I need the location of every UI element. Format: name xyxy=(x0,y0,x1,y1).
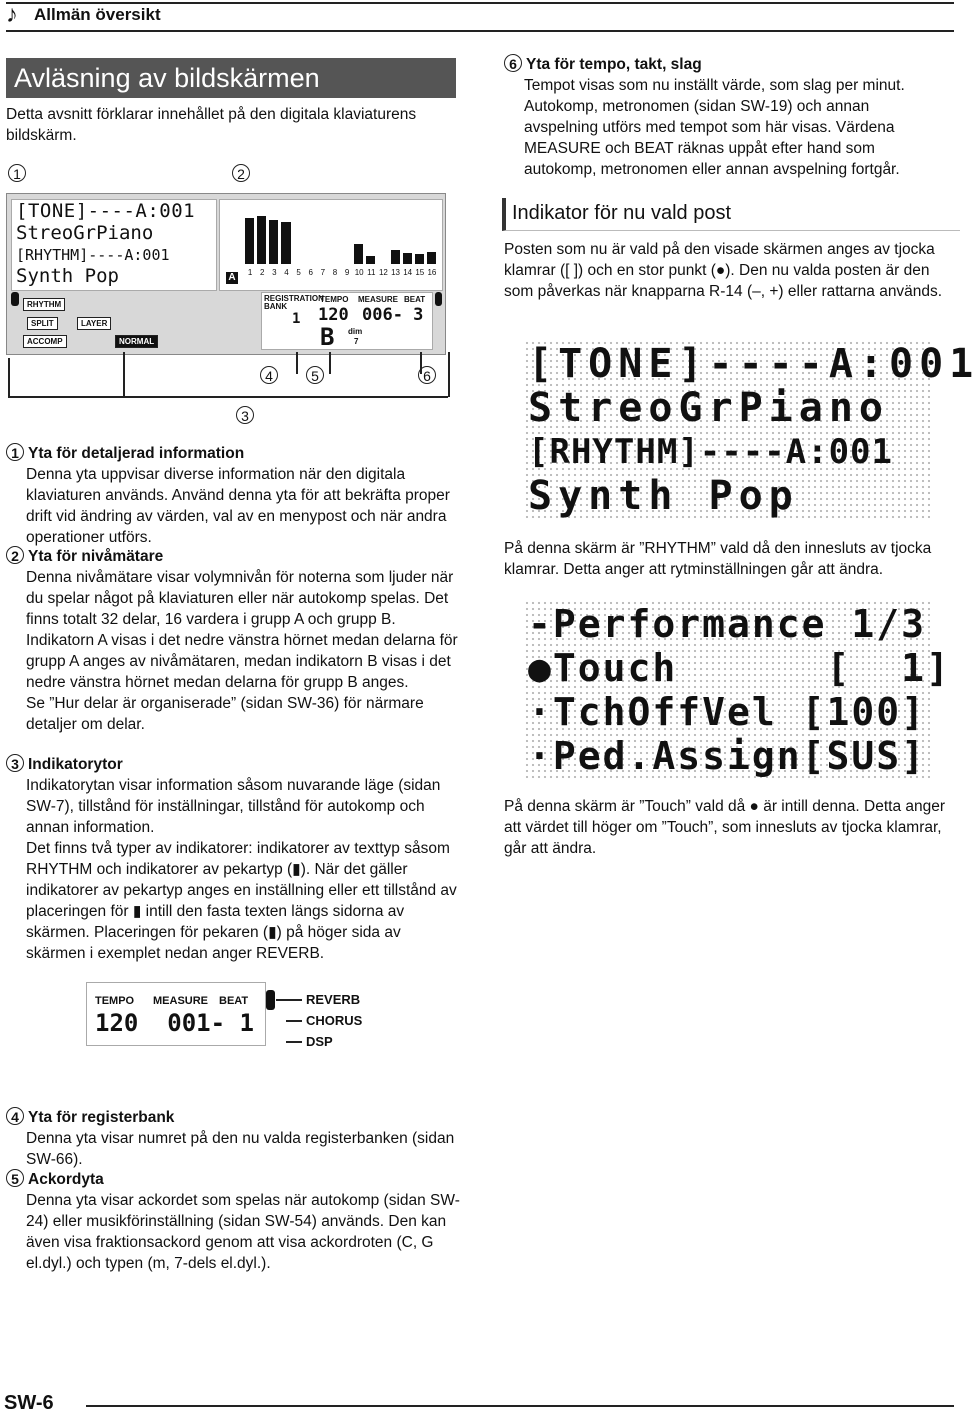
registration-label: REGISTRATION BANK xyxy=(264,294,324,311)
dot-matrix-screen-2 xyxy=(524,600,951,780)
item-3-heading: Indikatorytor xyxy=(28,756,123,773)
meter-number: 3 xyxy=(272,268,277,277)
section-2-title: Indikator för nu vald post xyxy=(512,202,732,224)
section-title-box xyxy=(6,58,456,98)
header-title: Allmän översikt xyxy=(34,5,161,24)
meter-number: 13 xyxy=(391,268,401,277)
item-2-text2: Se ”Hur delar är organiserade” (sidan SW-36) för närmare detaljer om delar. xyxy=(26,695,424,733)
indicator-normal: NORMAL xyxy=(115,335,158,348)
item-2 xyxy=(6,546,458,735)
meter-number: 15 xyxy=(415,268,425,277)
meter-number: 1 xyxy=(247,268,253,277)
meter-bar xyxy=(427,252,436,264)
item-1-heading: Yta för detaljerad information xyxy=(28,445,245,462)
section-2-title-box xyxy=(502,198,960,231)
lcd-line-1: [TONE]----A:001 xyxy=(16,200,196,222)
indicator-split: SPLIT xyxy=(27,317,58,330)
tempo-value: 120 xyxy=(318,305,349,325)
connector-line xyxy=(448,352,450,397)
item-3-text2: Det finns två typer av indikatorer: indikatorer av texttyp såsom RHYTHM och indikatorer av pekartyp (▮). När det gäller indikatorer av pekartyp anges en inställning eller ett tillstånd av placeringen för ▮ intill den fasta texten längs sidorna av skärmen. Placeringen för pekaren (▮) på höger sida av skärmen i exemplet nedan anger REVERB. xyxy=(26,840,457,962)
pointer-indicator-left xyxy=(11,292,19,306)
example-measure-label: MEASURE xyxy=(153,995,209,1007)
marker-6: 6 xyxy=(418,366,436,384)
screen-1-line-3: [RHYTHM]----A:001 xyxy=(528,432,893,472)
connector-line xyxy=(8,396,448,398)
level-meter-area xyxy=(219,199,443,291)
connector-line xyxy=(296,352,298,374)
meter-number: 2 xyxy=(259,268,265,277)
lcd-line-2: StreoGrPiano xyxy=(16,222,154,244)
example-beat-label: BEAT xyxy=(219,995,249,1007)
item-4-number: 4 xyxy=(6,1107,24,1125)
detail-info-area xyxy=(11,199,217,291)
meter-bar xyxy=(415,254,424,264)
screen-2-line-4: ·Ped.Assign[SUS] xyxy=(528,734,927,778)
meter-number: 4 xyxy=(284,268,289,277)
item-5-heading: Ackordyta xyxy=(28,1171,104,1188)
item-1 xyxy=(6,443,458,548)
item-1-text: Denna yta uppvisar diverse information när den digitala klaviaturen används. Använd denna yta för att bekräfta proper drift vid ändring av värden, val av en menypost och när andra operationer utförs. xyxy=(26,466,450,546)
screen-2-caption: På denna skärm är ”Touch” vald då ● är intill denna. Detta anger att värdet till höger om ”Touch”, som innesluts av tjocka klamrar, går att ändra. xyxy=(504,798,946,857)
meter-number: 12 xyxy=(378,268,388,277)
screen-2-line-1: -Performance 1/3 xyxy=(528,602,927,646)
page-title: Avläsning av bildskärmen xyxy=(14,63,320,93)
screen-2-line-3: ·TchOffVel [100] xyxy=(528,690,927,734)
lcd-line-4: Synth Pop xyxy=(16,265,119,287)
measure-beat-value: 006- 3 xyxy=(362,305,424,325)
example-tempo-label: TEMPO xyxy=(95,995,135,1007)
meter-bar xyxy=(354,244,363,264)
item-6 xyxy=(504,54,944,180)
indicator-a: A xyxy=(226,272,238,284)
screen-1-line-1: [TONE]----A:001 xyxy=(528,341,979,387)
example-reverb: REVERB xyxy=(306,992,361,1007)
meter-number: 14 xyxy=(403,268,413,277)
meter-number: 7 xyxy=(320,268,326,277)
item-5 xyxy=(6,1169,476,1274)
item-3-number: 3 xyxy=(6,754,24,772)
meter-number: 10 xyxy=(354,268,364,277)
example-dsp: DSP xyxy=(306,1034,333,1049)
screen-2-line-2: ●Touch [ 1] xyxy=(528,646,951,690)
pointer-indicator-right xyxy=(435,292,442,306)
marker-4: 4 xyxy=(260,366,278,384)
page-number: SW-6 xyxy=(4,1392,54,1414)
meter-bar xyxy=(403,253,412,264)
item-3 xyxy=(6,754,458,964)
item-4-text: Denna yta visar numret på den nu valda registerbanken (sidan SW-66). xyxy=(26,1130,455,1168)
chord-root: B xyxy=(320,323,335,351)
screen-1-line-2: StreoGrPiano xyxy=(528,385,889,431)
dot-matrix-screen-1 xyxy=(524,340,979,520)
meter-bar xyxy=(257,216,266,264)
intro-text: Detta avsnitt förklarar innehållet på den digitala klaviaturens bildskärm. xyxy=(6,106,417,144)
music-note-icon: ♪ xyxy=(6,1,18,28)
item-4 xyxy=(6,1107,476,1170)
pointer-line xyxy=(276,999,302,1001)
pointer-line xyxy=(286,1020,302,1022)
section-2-text: Posten som nu är vald på den visade skärmen anges av tjocka klamrar ([ ]) och en stor punkt (●). Den nu valda posten är den som påverkas när knapparna R-14 (–, +) eller rattarna används. xyxy=(504,241,943,300)
example-display xyxy=(86,982,266,1046)
meter-number: 8 xyxy=(332,268,338,277)
example-chorus: CHORUS xyxy=(306,1013,363,1028)
meter-number: 6 xyxy=(308,268,313,277)
marker-2: 2 xyxy=(232,164,250,182)
connector-line xyxy=(123,352,125,396)
item-6-number: 6 xyxy=(504,54,522,72)
chord-ext: 7 xyxy=(354,337,359,346)
item-5-number: 5 xyxy=(6,1169,24,1187)
level-meter-bars xyxy=(244,208,438,264)
bank-value: 1 xyxy=(292,311,301,327)
meter-number: 16 xyxy=(427,268,437,277)
meter-number: 11 xyxy=(367,268,376,277)
item-1-number: 1 xyxy=(6,443,24,461)
meter-bar xyxy=(391,250,400,264)
example-pointer xyxy=(266,990,275,1010)
meter-bar xyxy=(366,256,375,264)
pointer-line xyxy=(286,1041,302,1043)
measure-label: MEASURE xyxy=(358,295,399,304)
example-value: 120 001- 1 xyxy=(95,1009,254,1037)
indicator-rhythm: RHYTHM xyxy=(23,298,65,311)
item-6-heading: Yta för tempo, takt, slag xyxy=(526,56,702,73)
chord-type: dim xyxy=(348,327,363,336)
lcd-line-3: [RHYTHM]----A:001 xyxy=(16,246,170,264)
meter-number: 5 xyxy=(296,268,301,277)
meter-bar xyxy=(269,220,278,264)
meter-bar xyxy=(281,222,290,264)
meter-bar xyxy=(245,218,254,264)
item-6-text: Tempot visas som nu inställt värde, som slag per minut. Autokomp, metronomen (sidan SW-19) och annan avspelning utförs med tempot som här visas. Värdena MEASURE och BEAT räknas uppåt efter hand som autokomp, metronomen eller annan avspelning fortgår. xyxy=(524,77,905,178)
tempo-area xyxy=(261,292,433,350)
marker-1: 1 xyxy=(8,164,26,182)
screen-1-line-4: Synth Pop xyxy=(528,473,799,519)
indicator-accomp: ACCOMP xyxy=(23,335,67,348)
screen-1-caption: På denna skärm är ”RHYTHM” vald då den innesluts av tjocka klamrar. Detta anger att rytminställningen går att ändra. xyxy=(504,540,932,578)
level-meter-numbers xyxy=(244,268,438,282)
meter-number: 9 xyxy=(344,268,350,277)
marker-3: 3 xyxy=(236,406,254,424)
item-2-text: Denna nivåmätare visar volymnivån för noterna som ljuder när du spelar något på klaviaturen eller när autokomp spelas. Det finns totalt 32 delar, 16 vardera i grupp A och grupp B. Indikatorn A visas i det nedre vänstra hörnet medan delarna för grupp A anges av nivåmätaren, medan indikatorn B visas i det nedre vänstra hörnet medan delarna för grupp B anges. xyxy=(26,569,458,691)
item-3-text: Indikatorytan visar information såsom nuvarande läge (sidan SW-7), tillstånd för inställningar, tillstånd för autokomp och annan information. xyxy=(26,777,441,836)
footer-rule xyxy=(86,1405,954,1407)
item-2-heading: Yta för nivåmätare xyxy=(28,548,164,565)
marker-5: 5 xyxy=(306,366,324,384)
item-5-text: Denna yta visar ackordet som spelas när autokomp (sidan SW-24) eller musikförinställning (sidan SW-54) används. Den kan även visa fraktionsackord genom att visa ackordroten (C, G el.dyl.) och typen (m, 7-dels el.dyl.). xyxy=(26,1192,460,1272)
lcd-display xyxy=(6,193,446,355)
item-2-number: 2 xyxy=(6,546,24,564)
item-4-heading: Yta för registerbank xyxy=(28,1109,175,1126)
beat-label: BEAT xyxy=(404,295,426,304)
tempo-label: TEMPO xyxy=(320,295,349,304)
connector-line xyxy=(329,352,331,374)
indicator-layer: LAYER xyxy=(77,317,111,330)
connector-line xyxy=(8,358,10,396)
